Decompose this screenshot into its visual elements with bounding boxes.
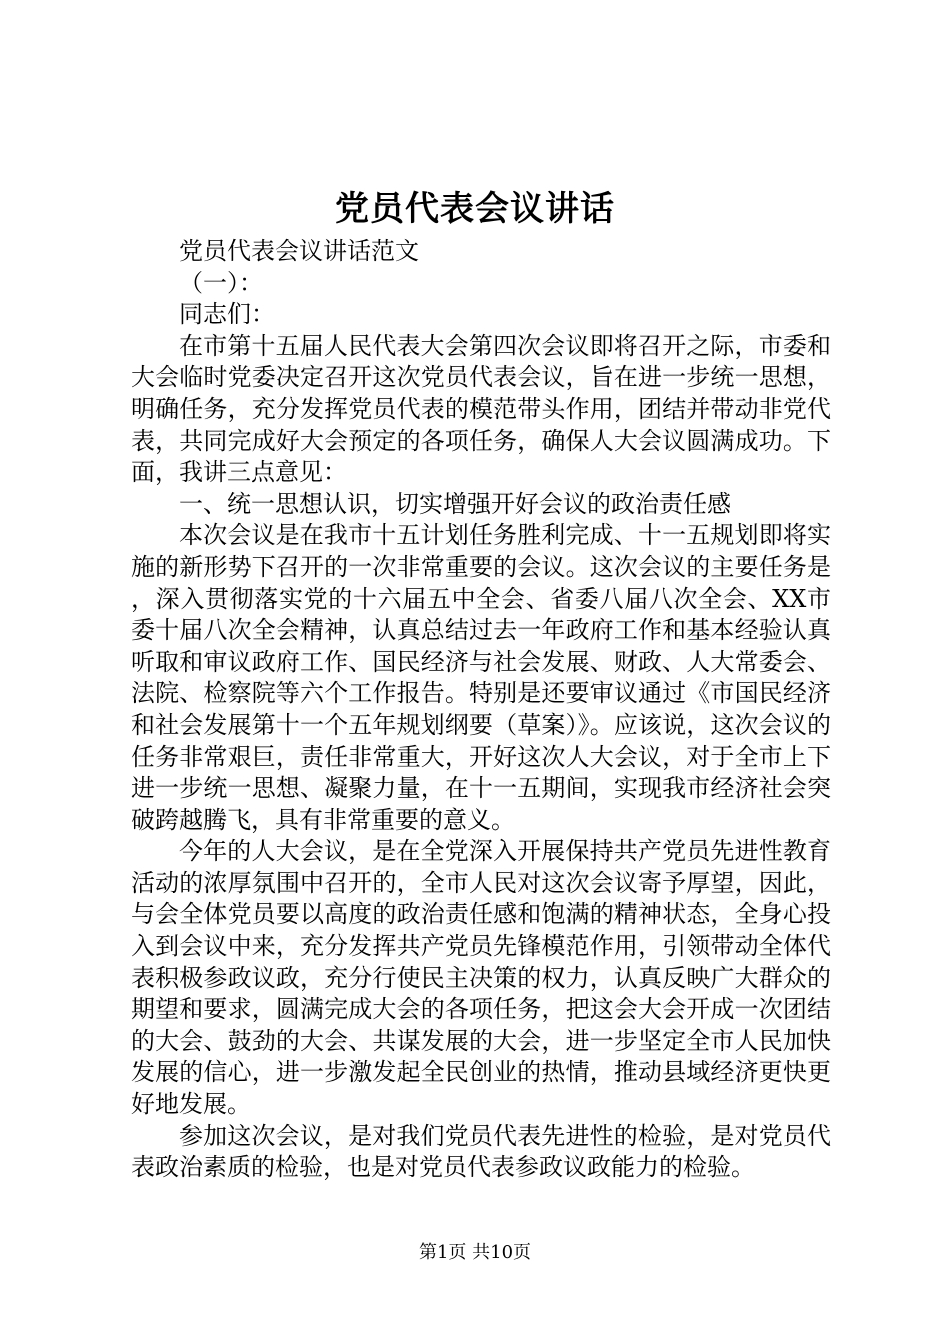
page-number-footer: 第1页 共10页 (418, 1242, 532, 1263)
document-body (131, 236, 831, 1184)
body-paragraph: 今年的人大会议，是在全党深入开展保持共产党员先进性教育活动的浓厚氛围中召开的，全市人民对这次会议寄予厚望，因此，与会全体党员要以高度的政治责任感和饱满的精神状态，全身心投入到会议中来，充分发挥共产党员先锋模范作用，引领带动全体代表积极参政议政，充分行使民主决策的权力，认真反映广大群众的期望和要求，圆满完成大会的各项任务，把这会大会开成一次团结的大会、鼓劲的大会、共谋发展的大会，进一步坚定全市人民加快发展的信心，进一步激发起全民创业的热情，推动县域经济更快更好地发展。 (131, 837, 831, 1119)
body-paragraph: 参加这次会议，是对我们党员代表先进性的检验，是对党员代表政治素质的检验，也是对党员代表参政议政能力的检验。 (131, 1121, 831, 1182)
section-number-paragraph: （一）： (179, 268, 263, 297)
document-title: 党员代表会议讲话 (335, 189, 615, 229)
section-heading-paragraph: 一、统一思想认识，切实增强开好会议的政治责任感 (179, 489, 731, 518)
body-paragraph: 在市第十五届人民代表大会第四次会议即将召开之际，市委和大会临时党委决定召开这次党员代表会议，旨在进一步统一思想，明确任务，充分发挥党员代表的模范带头作用，团结并带动非党代表，共同完成好大会预定的各项任务，确保人大会议圆满成功。下面，我讲三点意见： (131, 331, 831, 487)
body-paragraph: 本次会议是在我市十五计划任务胜利完成、十一五规划即将实施的新形势下召开的一次非常重要的会议。这次会议的主要任务是，深入贯彻落实党的十六届五中全会、省委八届八次全会、XX市委十届八次全会精神，认真总结过去一年政府工作和基本经验认真听取和审议政府工作、国民经济与社会发展、财政、人大常委会、法院、检察院等六个工作报告。特别是还要审议通过《市国民经济和社会发展第十一个五年规划纲要（草案）》。应该说，这次会议的任务非常艰巨，责任非常重大，开好这次人大会议，对于全市上下进一步统一思想、凝聚力量，在十一五期间，实现我市经济社会突破跨越腾飞，具有非常重要的意义。 (131, 521, 831, 834)
salutation-paragraph: 同志们： (179, 300, 275, 329)
subtitle-paragraph: 党员代表会议讲话范文 (179, 237, 419, 265)
